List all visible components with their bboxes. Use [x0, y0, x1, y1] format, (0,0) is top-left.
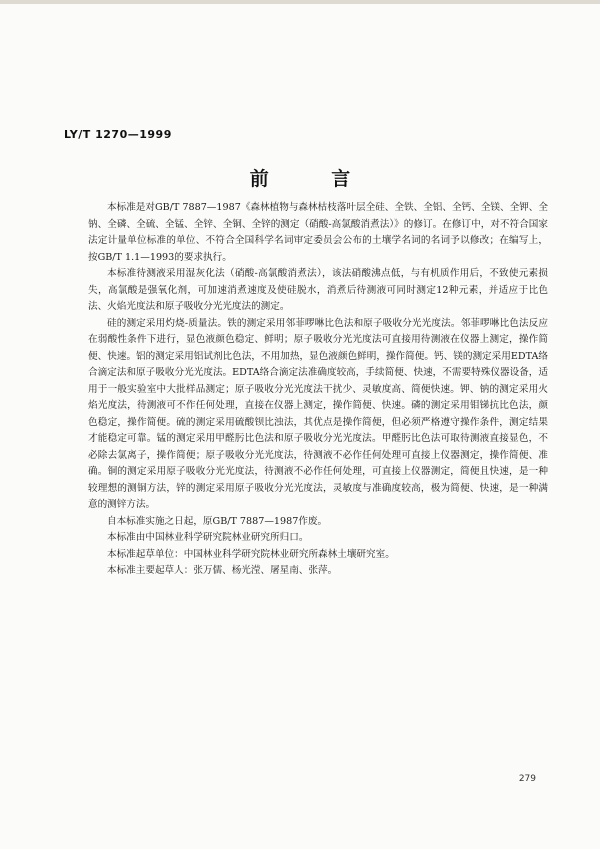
paragraph-supersedes: 自本标准实施之日起，原GB/T 7887—1987作废。	[107, 515, 328, 527]
paragraph-drafting-unit: 本标准起草单位：中国林业科学研究院林业研究所森林土壤研究室。	[107, 548, 395, 560]
paragraph-drafters: 本标准主要起草人：张万儒、杨光滢、屠星南、张萍。	[107, 565, 338, 576]
body-text	[88, 200, 548, 580]
page-title: 前 言	[249, 168, 379, 190]
paragraph-revision: 本标准是对GB/T 7887—1987《森林植物与森林枯枝落叶层全硅、全铁、全铝、全钙、全镁、全钾、全钠、全磷、全硫、全锰、全锌、全铜、全锌的测定（硝酸-高氯酸消煮法）》的修订。在修订中，对不符合国家法定计量单位标准的单位、不符合全国科学名词审定委员会公布的土壤学名词的名词予以修改；在编写上，按GB/T 1.1—1993的要求执行。	[88, 202, 548, 263]
paragraph-responsible-unit: 本标准由中国林业科学研究院林业研究所归口。	[107, 532, 309, 543]
paragraph-digestion-method: 本标准待测液采用湿灰化法（硝酸-高氯酸消煮法），该法硝酸沸点低，与有机质作用后，不致使元素损失，高氯酸是强氧化剂，可加速消煮速度及使硅脱水，消煮后待测液可同时测定12种元素，并适应于比色法、火焰光度法和原子吸收分光光度法的测定。	[88, 268, 548, 312]
page-number: 279	[518, 774, 536, 784]
standard-code: LY/T 1270—1999	[64, 128, 172, 141]
scan-edge	[0, 0, 600, 4]
paragraph-element-methods: 硅的测定采用灼烧-质量法。铁的测定采用邻菲啰啉比色法和原子吸收分光光度法。邻菲啰啉比色法反应在弱酸性条件下进行，显色液颜色稳定、鲜明；原子吸收分光光度法可直接用待测液在仪器上测定，操作简便、快速。铝的测定采用铝试剂比色法，不用加热，显色液颜色鲜明，操作简便。钙、镁的测定采用EDTA络合滴定法和原子吸收分光光度法。EDTA络合滴定法准确度较高，手续简便、快速，不需要特殊仪器设备，适用于一般实验室中大批样品测定；原子吸收分光光度法干扰少、灵敏度高、简便快速。钾、钠的测定采用火焰光度法，待测液可不作任何处理，直接在仪器上测定，操作简便、快速。磷的测定采用钼锑抗比色法，颜色稳定，操作简便。硫的测定采用硫酸钡比浊法，其优点是操作简便，但必须严格遵守操作条件，测定结果才能稳定可靠。锰的测定采用甲醛肟比色法和原子吸收分光光度法。甲醛肟比色法可取待测液直接显色，不必除去氯离子，操作简便；原子吸收分光光度法，待测液不必作任何处理可直接上仪器测定，操作简便、准确。铜的测定采用原子吸收分光光度法，待测液不必作任何处理，可直接上仪器测定，简便且快速，是一种较理想的测铜方法，锌的测定采用原子吸收分光光度法，灵敏度与准确度较高，极为简便、快速，是一种满意的测锌方法。	[88, 317, 548, 510]
